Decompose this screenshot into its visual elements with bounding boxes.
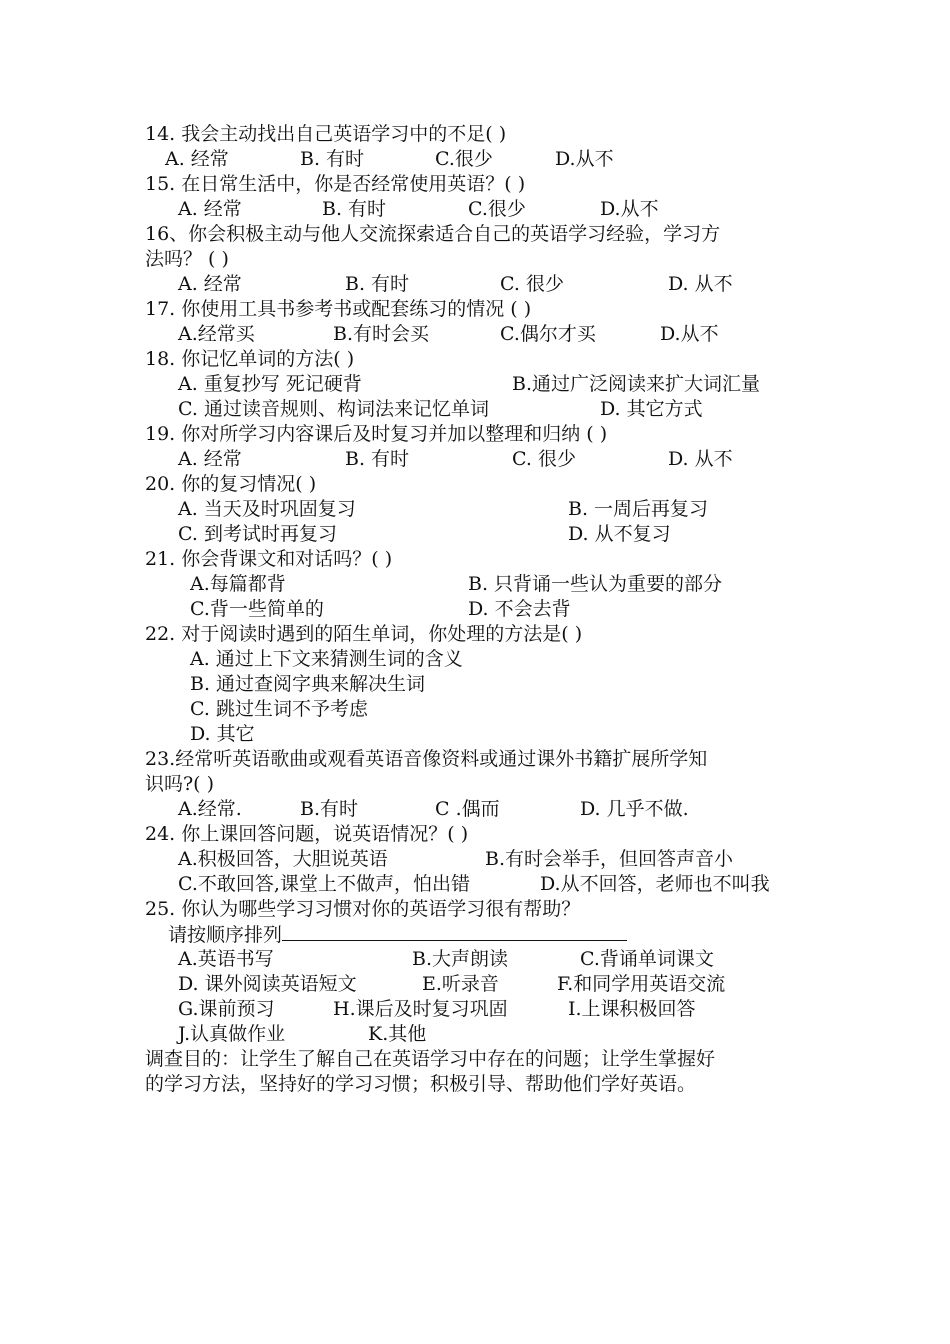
q21-option-b: B. 只背诵一些认为重要的部分 (468, 573, 723, 595)
question-18: 18. 你记忆单词的方法( ) (145, 348, 355, 370)
q24-option-c: C.不敢回答,课堂上不做声，怕出错 (178, 873, 470, 895)
q22-option-c: C. 跳过生词不予考虑 (190, 698, 368, 720)
q15-option-d: D.从不 (600, 198, 659, 220)
q22-option-a: A. 通过上下文来猜测生词的含义 (190, 648, 463, 670)
q16-option-b: B. 有时 (345, 273, 410, 295)
q14-option-d: D.从不 (555, 148, 614, 170)
q21-option-d: D. 不会去背 (468, 598, 571, 620)
q22-option-d: D. 其它 (190, 723, 255, 745)
q20-option-a: A. 当天及时巩固复习 (178, 498, 356, 520)
question-22: 22. 对于阅读时遇到的陌生单词，你处理的方法是( ) (145, 623, 583, 645)
q16-option-c: C. 很少 (500, 273, 564, 295)
q17-option-c: C.偶尔才买 (500, 323, 596, 345)
q25-option-j: J.认真做作业 (178, 1023, 286, 1045)
purpose-text-line2: 的学习方法，坚持好的学习习惯；积极引导、帮助他们学好英语。 (145, 1073, 697, 1095)
q18-option-a: A. 重复抄写 死记硬背 (178, 373, 362, 395)
q24-option-a: A.积极回答，大胆说英语 (178, 848, 388, 870)
q19-option-a: A. 经常 (178, 448, 242, 470)
q17-option-a: A.经常买 (178, 323, 255, 345)
q18-option-b: B.通过广泛阅读来扩大词汇量 (512, 373, 761, 395)
q19-option-c: C. 很少 (512, 448, 576, 470)
q23-option-d: D. 几乎不做. (580, 798, 689, 820)
q15-option-c: C.很少 (468, 198, 526, 220)
q25-option-e: E.听录音 (422, 973, 499, 995)
q21-option-a: A.每篇都背 (190, 573, 286, 595)
q15-option-b: B. 有时 (322, 198, 387, 220)
q25-instruction-line (168, 922, 627, 948)
q23-option-c: C .偶而 (435, 798, 500, 820)
q25-option-i: I.上课积极回答 (568, 998, 696, 1020)
q25-option-g: G.课前预习 (178, 998, 275, 1020)
q24-option-b: B.有时会举手，但回答声音小 (485, 848, 734, 870)
q21-option-c: C.背一些简单的 (190, 598, 324, 620)
q18-option-c: C. 通过读音规则、构词法来记忆单词 (178, 398, 489, 420)
q19-option-d: D. 从不 (668, 448, 733, 470)
q14-option-a: A. 经常 (165, 148, 229, 170)
q23-option-b: B.有时 (300, 798, 359, 820)
q18-option-d: D. 其它方式 (600, 398, 703, 420)
question-24: 24. 你上课回答问题，说英语情况？( ) (145, 823, 469, 845)
question-23-cont: 识吗?( ) (145, 773, 215, 795)
question-25: 25. 你认为哪些学习习惯对你的英语学习很有帮助？ (145, 898, 581, 920)
question-16: 16、你会积极主动与他人交流探索适合自己的英语学习经验，学习方 (145, 223, 721, 245)
q15-option-a: A. 经常 (178, 198, 242, 220)
q24-option-d: D.从不回答，老师也不叫我 (540, 873, 770, 895)
q25-instruction: 请按顺序排列 (168, 924, 283, 946)
q25-option-b: B.大声朗读 (412, 948, 509, 970)
q14-option-b: B. 有时 (300, 148, 365, 170)
q25-option-h: H.课后及时复习巩固 (333, 998, 508, 1020)
q20-option-d: D. 从不复习 (568, 523, 671, 545)
question-23: 23.经常听英语歌曲或观看英语音像资料或通过课外书籍扩展所学知 (145, 748, 708, 770)
q17-option-d: D.从不 (660, 323, 719, 345)
q22-option-b: B. 通过查阅字典来解决生词 (190, 673, 426, 695)
question-14: 14. 我会主动找出自己英语学习中的不足( ) (145, 123, 507, 145)
q16-option-d: D. 从不 (668, 273, 733, 295)
q23-option-a: A.经常. (178, 798, 242, 820)
q16-option-a: A. 经常 (178, 273, 242, 295)
q20-option-b: B. 一周后再复习 (568, 498, 709, 520)
q19-option-b: B. 有时 (345, 448, 410, 470)
q20-option-c: C. 到考试时再复习 (178, 523, 337, 545)
question-17: 17. 你使用工具书参考书或配套练习的情况 ( ) (145, 298, 532, 320)
q25-option-k: K.其他 (368, 1023, 427, 1045)
question-21: 21. 你会背课文和对话吗？( ) (145, 548, 393, 570)
question-15: 15. 在日常生活中，你是否经常使用英语？( ) (145, 173, 526, 195)
q14-option-c: C.很少 (435, 148, 493, 170)
answer-blank-line[interactable] (282, 922, 627, 941)
purpose-text-line1: 调查目的：让学生了解自己在英语学习中存在的问题；让学生掌握好 (145, 1048, 716, 1070)
question-19: 19. 你对所学习内容课后及时复习并加以整理和归纳 ( ) (145, 423, 608, 445)
q25-option-f: F.和同学用英语交流 (557, 973, 726, 995)
q25-option-c: C.背诵单词课文 (580, 948, 714, 970)
question-16-cont: 法吗？ ( ) (145, 248, 229, 270)
q25-option-a: A.英语书写 (178, 948, 274, 970)
q17-option-b: B.有时会买 (333, 323, 430, 345)
q25-option-d: D. 课外阅读英语短文 (178, 973, 357, 995)
question-20: 20. 你的复习情况( ) (145, 473, 317, 495)
